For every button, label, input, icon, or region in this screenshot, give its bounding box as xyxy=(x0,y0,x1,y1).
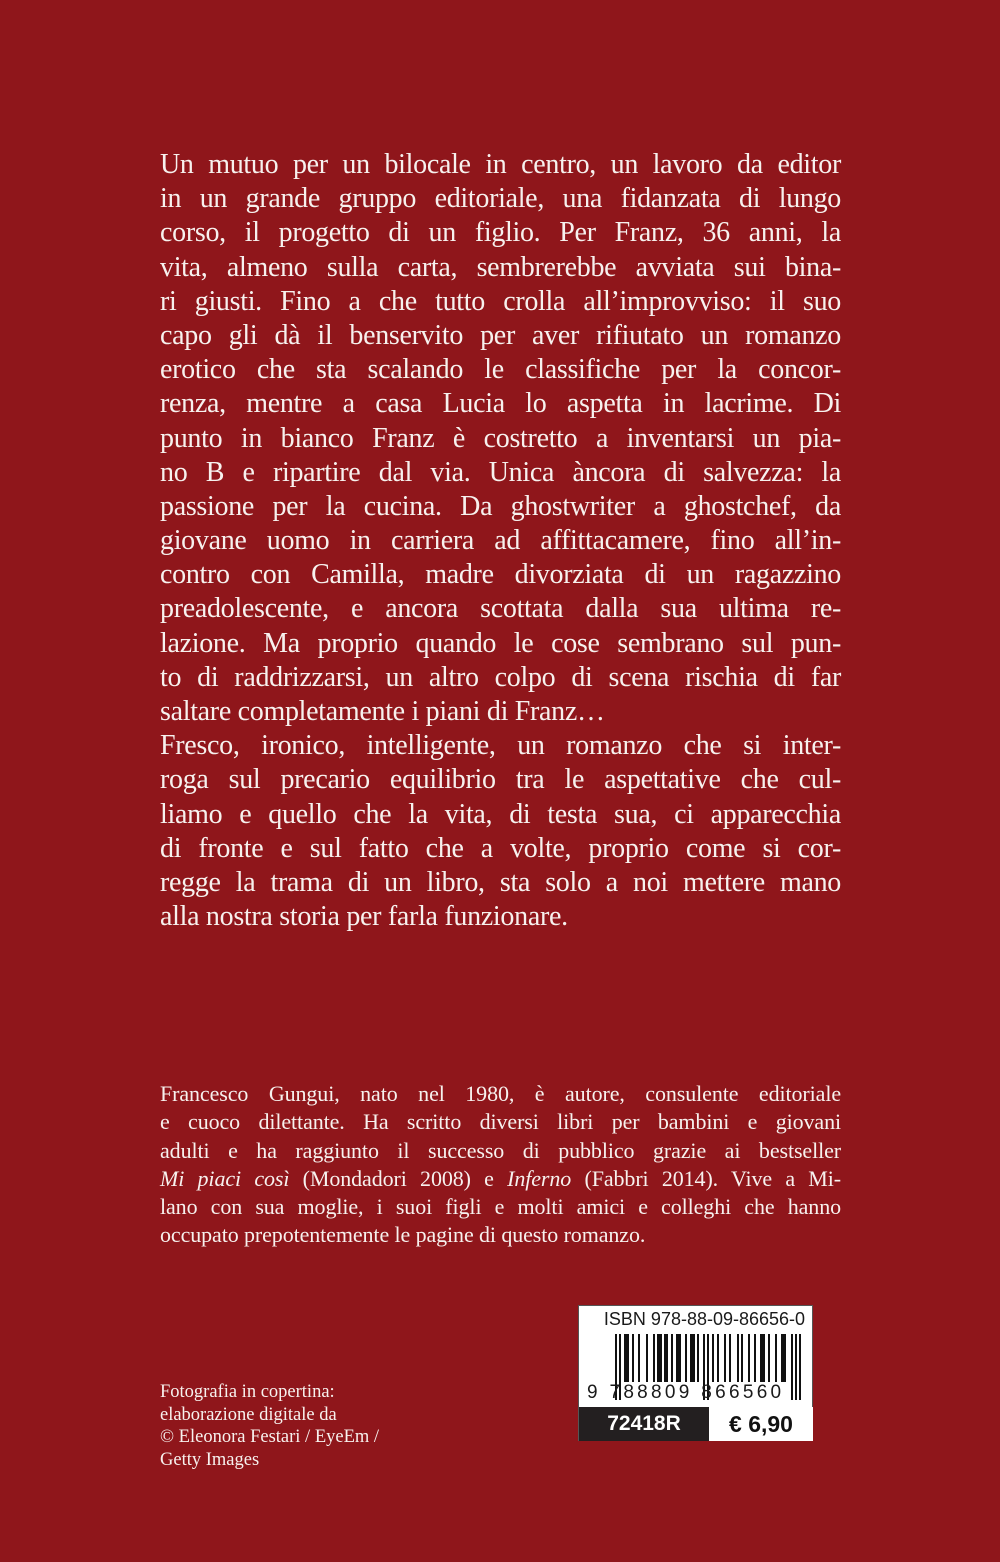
blurb-line: di fronte e sul fatto che a volte, proprio come si cor- xyxy=(160,832,841,864)
blurb-line: contro con Camilla, madre divorziata di un ragazzino xyxy=(160,559,841,591)
blurb-line: regge la trama di un libro, sta solo a noi mettere mano xyxy=(160,866,841,898)
blurb-line: roga sul precario equilibrio tra le aspettative che cul- xyxy=(160,764,841,796)
barcode-digits: 9 788809 866560 xyxy=(587,1382,785,1403)
blurb-text xyxy=(160,148,841,934)
product-code: 72418R xyxy=(579,1407,709,1441)
book-title-inferno: Inferno xyxy=(507,1165,572,1191)
blurb-line: corso, il progetto di un figlio. Per Franz, 36 anni, la xyxy=(160,217,841,249)
bio-line: e cuoco dilettante. Ha scritto diversi libri per bambini e giovani xyxy=(160,1109,841,1135)
bio-line: occupato prepotentemente le pagine di questo romanzo. xyxy=(160,1222,646,1248)
blurb-line: giovane uomo in carriera ad affittacamere, fino all’in- xyxy=(160,525,841,557)
bio-line: Mi piaci così (Mondadori 2008) e Inferno (Fabbri 2014). Vive a Mi- xyxy=(160,1165,841,1191)
isbn-number: ISBN 978-88-09-86656-0 xyxy=(603,1309,806,1329)
credit-line: elaborazione digitale da xyxy=(160,1404,337,1425)
blurb-line: renza, mentre a casa Lucia lo aspetta in lacrime. Di xyxy=(160,388,841,420)
blurb-line: Fresco, ironico, intelligente, un romanzo che si inter- xyxy=(160,730,841,762)
isbn-barcode-label xyxy=(578,1305,813,1441)
blurb-line: to di raddrizzarsi, un altro colpo di scena rischia di far xyxy=(160,661,841,693)
blurb-line: saltare completamente i piani di Franz… xyxy=(160,696,605,727)
credit-line: Getty Images xyxy=(160,1449,260,1470)
blurb-line: ri giusti. Fino a che tutto crolla all’improvviso: il suo xyxy=(160,285,841,317)
blurb-line: preadolescente, e ancora scottata dalla sua ultima re- xyxy=(160,593,841,625)
bio-line: adulti e ha raggiunto il successo di pubblico grazie ai bestseller xyxy=(160,1137,841,1163)
blurb-line: erotico che sta scalando le classifiche per la concor- xyxy=(160,354,841,386)
blurb-line: lazione. Ma proprio quando le cose sembrano sul pun- xyxy=(160,627,841,659)
blurb-line: capo gli dà il benservito per aver rifiutato un romanzo xyxy=(160,319,841,351)
blurb-line: liamo e quello che la vita, di testa sua, ci apparecchia xyxy=(160,798,841,830)
author-bio xyxy=(160,1080,841,1250)
blurb-line: punto in bianco Franz è costretto a inventarsi un pia- xyxy=(160,422,841,454)
photo-credit xyxy=(160,1381,379,1471)
book-title-mi-piaci-cosi: Mi piaci così xyxy=(160,1165,290,1191)
bio-line: Francesco Gungui, nato nel 1980, è autore, consulente editoriale xyxy=(160,1081,841,1106)
blurb-line: alla nostra storia per farla funzionare. xyxy=(160,901,568,933)
blurb-line: no B e ripartire dal via. Unica àncora di salvezza: la xyxy=(160,456,841,488)
credit-line: © Eleonora Festari / EyeEm / xyxy=(160,1427,380,1447)
blurb-line: passione per la cucina. Da ghostwriter a ghostchef, da xyxy=(160,490,841,522)
blurb-line: in un grande gruppo editoriale, una fidanzata di lungo xyxy=(160,183,841,215)
credit-line: Fotografia in copertina: xyxy=(160,1382,335,1402)
bio-line: lano con sua moglie, i suoi figli e molti amici e colleghi che hanno xyxy=(160,1194,841,1220)
blurb-line: vita, almeno sulla carta, sembrerebbe avviata sui bina- xyxy=(160,251,841,283)
blurb-line: Un mutuo per un bilocale in centro, un lavoro da editor xyxy=(160,149,841,180)
price-label: € 6,90 xyxy=(709,1407,813,1441)
